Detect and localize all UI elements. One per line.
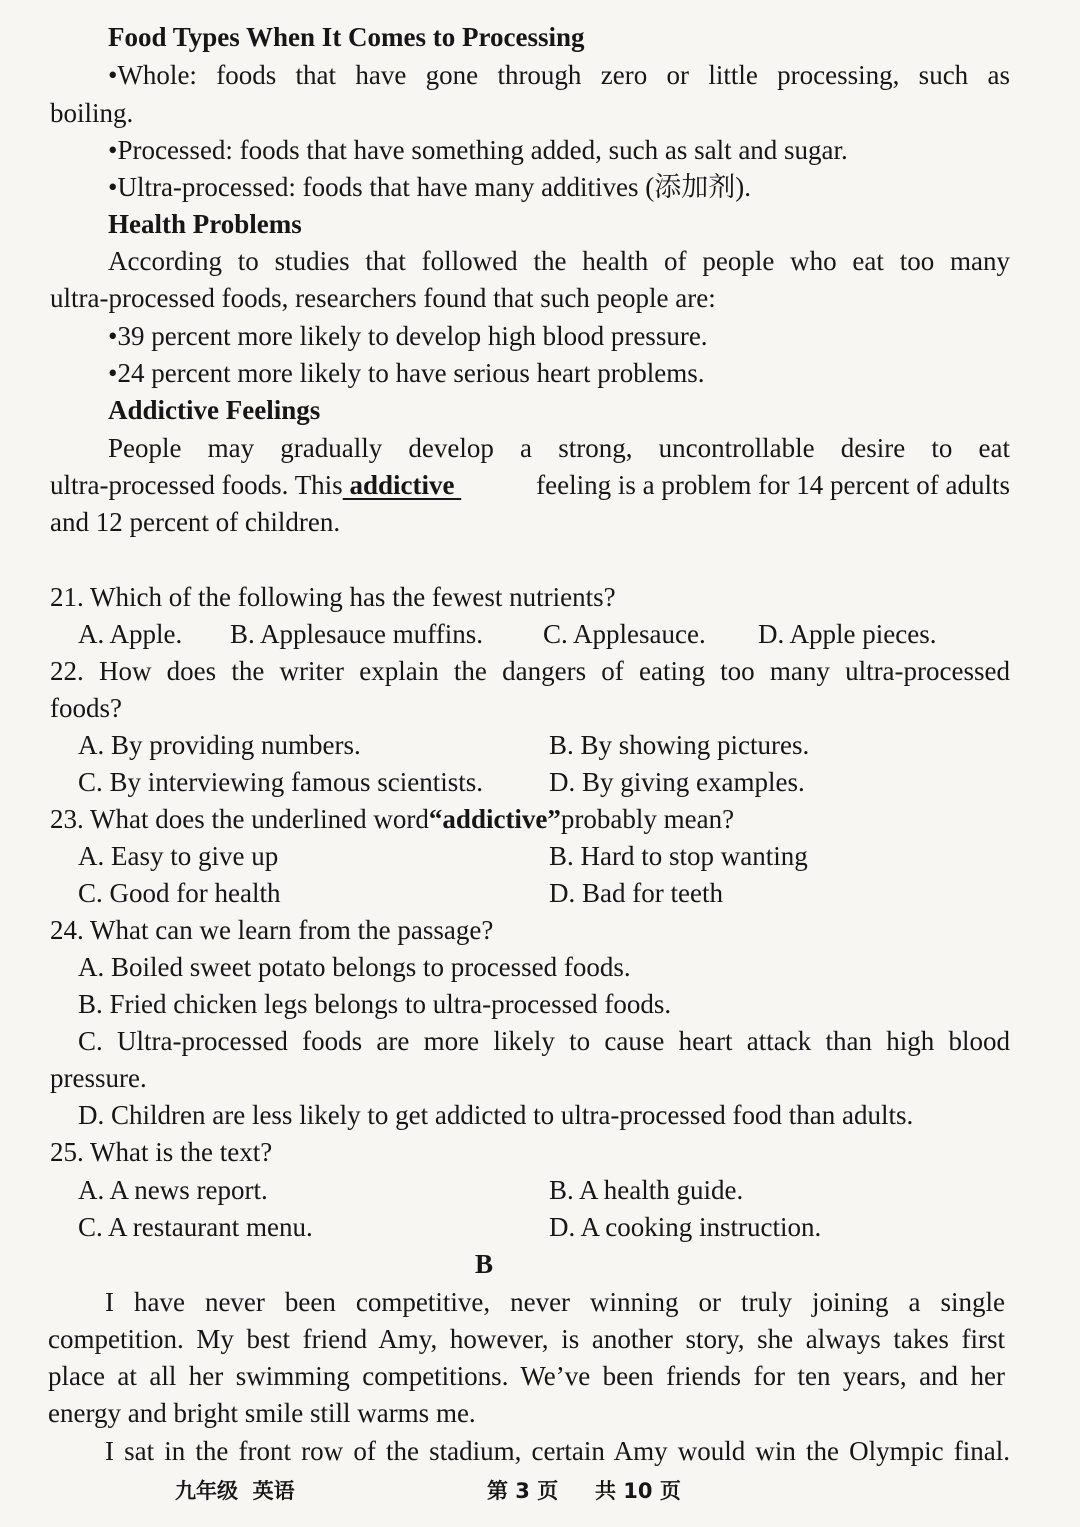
q24-option-c-line-2: pressure. <box>50 1063 147 1093</box>
q21-option-a: A. Apple. <box>78 619 183 649</box>
passage-b-p1-line-1: I have never been competitive, never winning or truly joining a single <box>105 1287 1005 1317</box>
q23-stem-end: probably mean? <box>560 804 735 834</box>
q25-option-c: C. A restaurant menu. <box>78 1212 313 1242</box>
q21-option-c: C. Applesauce. <box>543 619 706 649</box>
health-problems-heading: Health Problems <box>108 209 302 239</box>
footer-total-pages: 共 10 页 <box>595 1479 681 1503</box>
q25-option-b: B. A health guide. <box>549 1175 744 1205</box>
q25-option-d: D. A cooking instruction. <box>549 1212 822 1242</box>
addictive-feelings-heading: Addictive Feelings <box>108 395 321 425</box>
passage-b-p1-line-4: energy and bright smile still warms me. <box>48 1398 476 1428</box>
q21-stem: 21. Which of the following has the fewest nutrients? <box>50 582 616 612</box>
q23-quoted-word: “addictive” <box>428 804 561 834</box>
q22-option-c: C. By interviewing famous scientists. <box>78 767 483 797</box>
whole-definition-line-2: boiling. <box>50 98 134 128</box>
q23-stem <box>50 802 734 836</box>
addictive-paragraph-line-2 <box>50 468 1010 502</box>
footer-grade-subject: 九年级 英语 <box>175 1479 295 1503</box>
q23-option-c: C. Good for health <box>78 878 281 908</box>
health-bullet-blood-pressure: •39 percent more likely to develop high blood pressure. <box>108 321 708 351</box>
footer-page-number: 第 3 页 <box>487 1479 559 1503</box>
q24-option-a: A. Boiled sweet potato belongs to processed foods. <box>78 952 631 982</box>
addictive-line-2-start: ultra-processed foods. This addictive <box>50 470 462 500</box>
processed-definition: •Processed: foods that have something added, such as salt and sugar. <box>108 135 848 165</box>
health-bullet-heart: •24 percent more likely to have serious heart problems. <box>108 358 705 388</box>
q25-option-a: A. A news report. <box>78 1175 268 1205</box>
q24-option-d: D. Children are less likely to get addicted to ultra-processed food than adults. <box>78 1100 914 1130</box>
q21-option-b: B. Applesauce muffins. <box>230 619 483 649</box>
addictive-paragraph-line-3: and 12 percent of children. <box>50 507 341 537</box>
q22-option-a: A. By providing numbers. <box>78 730 361 760</box>
q22-option-b: B. By showing pictures. <box>549 730 810 760</box>
q23-option-b: B. Hard to stop wanting <box>549 841 808 871</box>
passage-b-label: B <box>475 1249 494 1279</box>
passage-b-p1-line-2: competition. My best friend Amy, however, is another story, she always takes first <box>48 1324 1005 1354</box>
q23-stem-start: 23. What does the underlined word <box>50 804 429 834</box>
whole-definition-line-1: •Whole: foods that have gone through zero or little processing, such as <box>108 60 1010 90</box>
q23-option-d: D. Bad for teeth <box>549 878 723 908</box>
q22-stem-line-1: 22. How does the writer explain the dangers of eating too many ultra-processed <box>50 656 1010 686</box>
health-paragraph-line-1: According to studies that followed the health of people who eat too many <box>108 246 1010 276</box>
q22-option-d: D. By giving examples. <box>549 767 805 797</box>
underlined-word-addictive: addictive <box>342 470 462 500</box>
health-paragraph-line-2: ultra-processed foods, researchers found that such people are: <box>50 283 716 313</box>
addictive-line-2-end: feeling is a problem for 14 percent of adults <box>536 470 1010 500</box>
addictive-paragraph-line-1: People may gradually develop a strong, uncontrollable desire to eat <box>108 433 1010 463</box>
q24-option-c-line-1: C. Ultra-processed foods are more likely to cause heart attack than high blood <box>78 1026 1010 1056</box>
q24-option-b: B. Fried chicken legs belongs to ultra-processed foods. <box>78 989 672 1019</box>
q21-option-d: D. Apple pieces. <box>758 619 937 649</box>
passage-b-p2-line-1: I sat in the front row of the stadium, certain Amy would win the Olympic final. <box>105 1436 1010 1466</box>
passage-b-p1-line-3: place at all her swimming competitions. We’ve been friends for ten years, and her <box>48 1361 1005 1391</box>
q22-stem-line-2: foods? <box>50 693 122 723</box>
q24-stem: 24. What can we learn from the passage? <box>50 915 494 945</box>
food-types-heading: Food Types When It Comes to Processing <box>108 22 585 52</box>
q25-stem: 25. What is the text? <box>50 1137 273 1167</box>
ultra-processed-definition: •Ultra-processed: foods that have many additives (添加剂). <box>108 172 752 202</box>
q23-option-a: A. Easy to give up <box>78 841 279 871</box>
